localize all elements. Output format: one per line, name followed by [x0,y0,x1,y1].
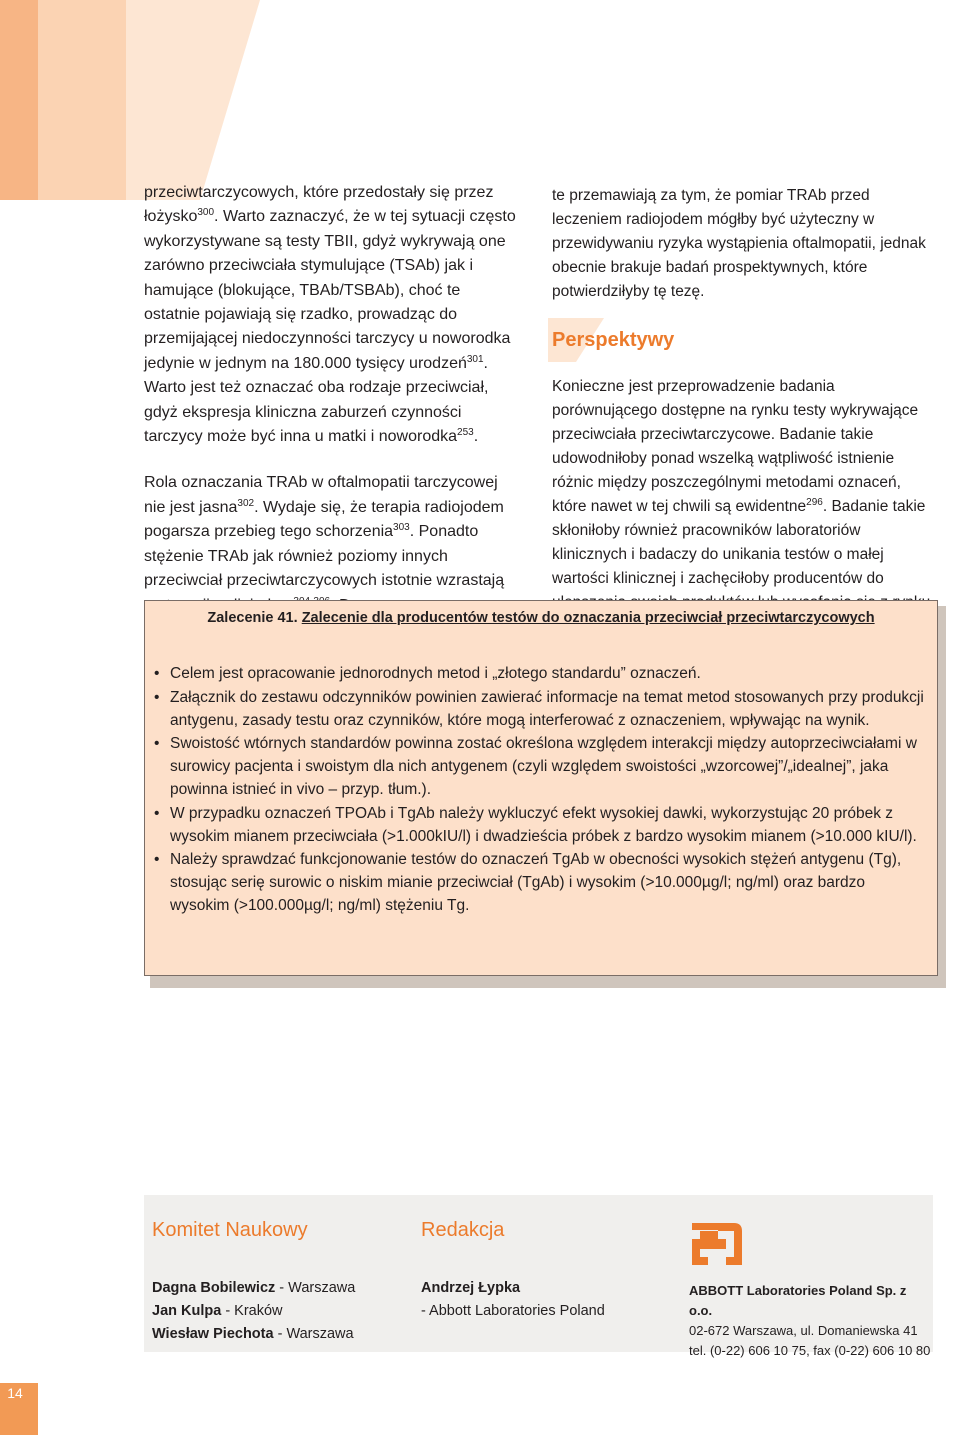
left-paragraph-1: przeciwtarczycowych, które przedostały się przez łożysko$^{300}$. Warto zaznaczyć, że w tej sytuacji często wykorzystywane są testy TBII, gdyż wykrywają one zarówno przeciwciała stymulujące (TSAb) jak i hamujące (blokujące, TBAb/TSBAb), choć te ostatnie pojawiają się rzadko, prowadząc do przemijającej niedoczynności tarczycy u noworodka jedynie w jednym na 180.000 tysięcy urodzeń$^{301}$. Warto jest też oznaczać oba rodzaje przeciwciał, gdyż ekspresja kliniczna zaburzeń czynności tarczycy może być inna u matki i noworodka$^{253}$. [144,184,516,446]
company-phone: tel. (0-22) 606 10 75, fax (0-22) 606 10 80 [689,1343,931,1358]
committee-member: Wiesław Piechota - Warszawa [152,1326,354,1342]
page-number: 14 [7,1385,23,1401]
right-paragraph-2: Konieczne jest przeprowadzenie badania porównującego dostępne na rynku testy wykrywające przeciwciała przeciwtarczycowe. Badanie takie udowodniłoby ponad wszelką wątpliwość istnienie różnic między poszczególnymi metodami oznaceń, które nawet w tej chwili są ewidentne$^{296}$. Badanie takie skłoniłoby również pracowników laboratoriów klinicznych i badaczy do unikania testów o małej wartości klinicznej i zachęciłoby producentów do [552,378,926,587]
editor-org: - Abbott Laboratories Poland [421,1303,605,1319]
left-paragraph-2: Rola oznaczania TRAb w oftalmopatii tarczycowej nie jest jasna$^{302}$. Wydaje się, że terapia radiojodem pogarsza przebieg tego schorzenia$^{303}$. Ponadto stężenie TRAb jak również poziomy innych przeciwciał przeciwtarczycowych istotnie wzrastają [144,474,505,590]
right-paragraph-1: te przemawiają za tym, że pomiar TRAb przed leczeniem radiojodem mógłby być użyteczny w przewidywaniu ryzyka wystąpienia oftalmopatii, jednak obecnie brakuje badań prospektywnych, które potwierdziłyby tę tezę. [552,187,926,300]
committee-member: Dagna Bobilewicz - Warszawa [152,1280,356,1296]
footer-panel [144,1195,933,1358]
company-name: ABBOTT Laboratories Poland Sp. z o.o. [689,1283,907,1318]
recommendation-item: • Celem jest opracowanie jednorodnych metod i „złotego standardu” oznaczeń. [154,663,924,686]
recommendation-item: • Załącznik do zestawu odczynników powinien zawierać informacje na temat metod stosowanych przy produkcji antygenu, zasady testu oraz czynników, które mogą interferować z oznaczeniem, wpływając na wynik. [154,687,924,733]
right-text-column [552,184,936,615]
header-decoration [0,0,960,200]
committee-member: Jan Kulpa - Kraków [152,1303,283,1319]
recommendation-box [144,600,938,976]
recommendation-header: Zalecenie 41. Zalecenie dla producentów testów do oznaczania przeciwciał przeciwtarczycowych [207,610,875,626]
committee-section [152,1213,355,1346]
editorial-section [421,1213,605,1323]
company-info [689,1281,933,1361]
recommendation-item: • W przypadku oznaczeń TPOAb i TgAb należy wykluczyć efekt wysokiej dawki, wykorzystując 20 próbek z wysokim mianem przeciwciała (>1.000kIU/l) i dwadzieścia próbek z bardzo wysokim mianem (>10.000 kIU/l). [154,803,924,849]
editor-name: Andrzej Łypka [421,1280,521,1296]
left-text-column [144,181,516,618]
company-address: 02-672 Warszawa, ul. Domaniewska 41 [689,1323,918,1338]
recommendation-item: • Swoistość wtórnych standardów powinna zostać określona względem interakcji między autoprzeciwciałami w surowicy pacjenta i swoistym dla nich antygenem (czyli względem swoistości „wzorcowej”/„idealnej”, jaka powinna istnieć in vivo – przyp. tłum.). [154,733,924,801]
recommendation-list [154,663,924,919]
editorial-title: Redakcja [421,1219,505,1241]
abbott-logo-icon [690,1221,744,1267]
section-title-perspektywy: Perspektywy [552,328,936,352]
committee-title: Komitet Naukowy [152,1219,308,1241]
recommendation-item: • Należy sprawdzać funkcjonowanie testów do oznaczeń TgAb w obecności wysokich stężeń antygenu (Tg), stosując serię surowic o niskim mianie przeciwciał (TgAb) i wysokim (>10.000µg/l; ng/ml) oraz bardzo wysokim (>100.000µg/l; ng/ml) stężeniu Tg. [154,849,924,917]
